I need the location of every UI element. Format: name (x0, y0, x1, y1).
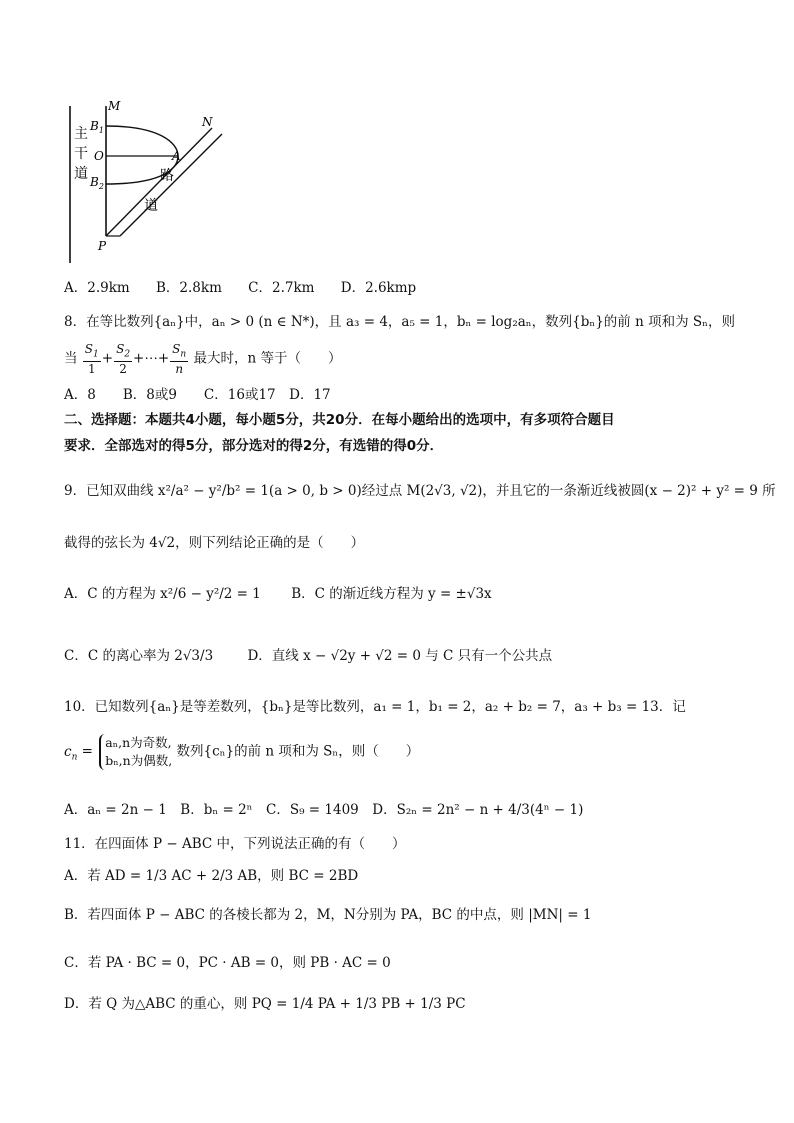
q8-stem-pre: 当 (64, 350, 78, 367)
q9-options-ab (64, 584, 492, 604)
q10-case2: bₙ,n为偶数, (105, 753, 173, 768)
label-road-2: 道 (144, 198, 158, 214)
q10-stem-line1: 10．已知数列{aₙ}是等差数列，{bₙ}是等比数列，a₁ = 1，b₁ = 2，a₂ + b₂ = 7，a₃ + b₃ = 13．记 (64, 699, 686, 715)
q9-options-cd (64, 646, 552, 666)
label-M: M (108, 99, 121, 113)
q11-stem: 11．在四面体 P − ABC 中，下列说法正确的有（ ） (64, 836, 406, 852)
q8-stem-post: 最大时，n 等于（ ） (193, 350, 342, 367)
piecewise-brace (99, 734, 172, 770)
label-B1: $B_1$ (90, 119, 104, 135)
q7-option-c: C．2.7km (248, 280, 315, 296)
section2-line2: 要求．全部选对的得5分，部分选对的得2分，有选错的得0分． (64, 438, 444, 454)
q11-option-a: A．若 AD = 1/3 AC + 2/3 AB，则 BC = 2BD (64, 868, 359, 884)
section2-line1: 二、选择题：本题共4小题，每小题5分，共20分．在每小题给出的选项中，有多项符合题目 (64, 412, 615, 428)
q8-stem-line2: 当 $\frac{S_1}{1}$ + $\frac{S_2}{2}$ +⋯+ $\frac{S_n}{n}$ 最大时，n 等于（ ） (64, 342, 342, 377)
q9-stem-line2: 截得的弦长为 4√2，则下列结论正确的是（ ） (64, 535, 365, 551)
q8-options: A．8 B．8或9 C．16或17 D．17 (64, 387, 331, 403)
q7-option-b: B．2.8km (156, 280, 222, 296)
frac-s1: $\frac{S_1}{1}$ (84, 342, 99, 377)
q11-option-d: D．若 Q 为△ABC 的重心，则 PQ = 1/4 PA + 1/3 PB + 1/3 PC (64, 996, 466, 1012)
q9-option-d: D．直线 x − √2y + √2 = 0 与 C 只有一个公共点 (247, 648, 553, 664)
q10-options: A．aₙ = 2n − 1 B．bₙ = 2ⁿ C．S₉ = 1409 D．S₂ₙ = 2n² − n + 4/3(4ⁿ − 1) (64, 802, 584, 818)
q7-options (64, 278, 416, 298)
road-diagram (60, 98, 240, 268)
q9-option-c: C．C 的离心率为 2√3/3 (64, 648, 214, 664)
q11-option-b: B．若四面体 P − ABC 的各棱长都为 2，M，N分别为 PA，BC 的中点，则 |MN| = 1 (64, 907, 592, 923)
q11-option-c: C．若 PA · BC = 0，PC · AB = 0，则 PB · AC = 0 (64, 955, 391, 971)
q10-case1: aₙ,n为奇数, (105, 735, 172, 750)
label-main-2: 干 (74, 146, 88, 162)
label-A: A (172, 149, 181, 163)
road-line-2 (120, 134, 222, 236)
q9-option-a: A．C 的方程为 x²/6 − y²/2 = 1 (64, 586, 261, 602)
q8-stem-line1: 8．在等比数列{aₙ}中，aₙ > 0 (n ∈ N*)，且 a₃ = 4，a₅ = 1，bₙ = log₂aₙ，数列{bₙ}的前 n 项和为 Sₙ，则 (64, 314, 735, 330)
q7-option-a: A．2.9km (64, 280, 130, 296)
road-line-1 (106, 128, 212, 236)
frac-sn: $\frac{S_n}{n}$ (172, 342, 187, 377)
frac-s2: $\frac{S_2}{2}$ (116, 342, 131, 377)
q10-stem-line2: $c_n$ = aₙ,n为奇数, bₙ,n为偶数, 数列{cₙ}的前 n 项和为 Sₙ，则（ ） (64, 735, 420, 768)
q10-stem-post: 数列{cₙ}的前 n 项和为 Sₙ，则（ ） (176, 743, 420, 760)
q9-option-b: B．C 的渐近线方程为 y = ±√3x (291, 586, 492, 602)
label-road-1: 路 (160, 168, 174, 184)
label-B2: $B_2$ (90, 175, 104, 191)
q9-stem-line1: 9．已知双曲线 x²/a² − y²/b² = 1(a > 0, b > 0)经过点 M(2√3, √2)，并且它的一条渐近线被圆(x − 2)² + y² = 9 所 (64, 483, 776, 499)
q7-option-d: D．2.6kmp (340, 280, 417, 296)
label-P: P (98, 239, 107, 253)
label-O: O (94, 149, 104, 163)
label-N: N (202, 115, 213, 129)
label-main-1: 主 (74, 126, 88, 142)
label-main-3: 道 (74, 166, 88, 182)
